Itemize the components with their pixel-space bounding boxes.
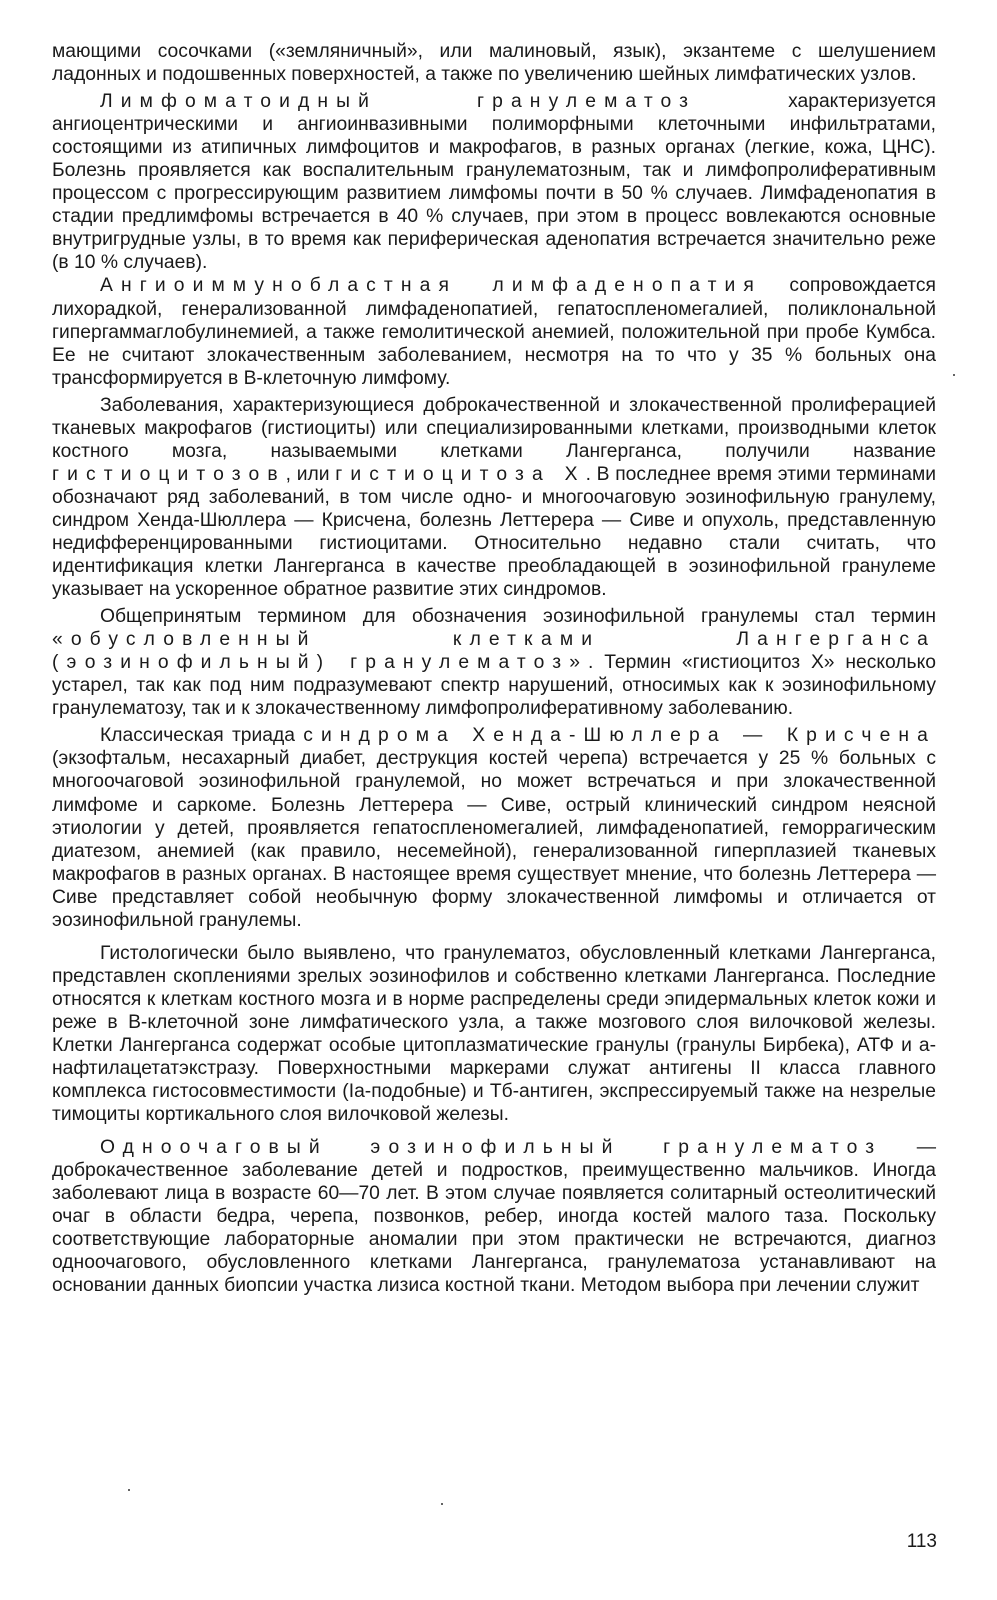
paragraph-angioimmunoblastic-lymphadenopathy [52,274,936,389]
term-emphasis: Лимфоматоидный гранулематоз [100,91,697,113]
paragraph-histology [52,942,936,1126]
print-speck [953,374,955,376]
term-emphasis: Ангиоиммунобластная лимфаденопатия [100,275,762,297]
term-emphasis: Одноочаговый эозинофильный гранулематоз [100,1137,883,1159]
paragraph-text: Заболевания, характеризующиеся доброкачественной и злокачественной пролиферацией тканевых макрофагов (гистиоциты) или специализированными клетками, производными клеток костного мозга, называемыми клетками Лангерганса, получили название [52,394,936,462]
paragraph-histiocytosis [52,394,936,601]
paragraph-text: — доброкачественное заболевание детей и подростков, преимущественно мальчиков. Иногда заболевают лица в возрасте 60—70 лет. В этом случае появляется солитарный остеолитический очаг в области бедра, черепа, позвонков, ребер, иногда костей малого таза. Поскольку соответствующие лабораторные аномалии при этом практически не встречаются, диагноз одноочагового, обусловленного клетками Лангерганса, гранулематоза устанавливают на основании данных биопсии участка лизиса костной ткани. Методом выбора при лечении служит [52,1137,936,1297]
page-body [52,40,936,1297]
paragraph-text: . Термин «гистиоцитоз Х» несколько устарел, так как под ним подразумевают спектр нарушений, относимых как к эозинофильному гранулематозу, так и к злокачественному лимфопролиферативному заболеванию. [52,652,936,720]
paragraph-text: мающими сосочками («земляничный», или малиновый, язык), экзантеме с шелушением ладонных и подошвенных поверхностей, а также по увеличению шейных лимфатических узлов. [52,41,936,86]
paragraph-text: (экзофтальм, несахарный диабет, деструкция костей черепа) встречается у 25 % больных с многоочаговой эозинофильной гранулемой, но может встречаться и при злокачественной лимфоме и саркоме. Болезнь Леттерера — Сиве, острый клинический синдром неясной этиологии у детей, проявляется гепатоспленомегалией, лимфаденопатией, геморрагическим диатезом, анемией (как правило, несемейной), генерализованной гиперплазией тканевых макрофагов в разных органах. В настоящее время существует мнение, что болезнь Леттерера — Сиве представляет собой необычную форму злокачественной лимфомы и отличается от эозинофильной гранулемы. [52,748,936,931]
paragraph-text: характеризуется ангиоцентрическими и ангиоинвазивными полиморфными клеточными инфильтратами, состоящими из атипичных лимфоцитов и макрофагов, в разных органах (легкие, кожа, ЦНС). Болезнь проявляется как воспалительным гранулематозным, так и лимфопролиферативным процессом с прогрессирующим развитием лимфомы почти в 50 % случаев. Лимфаденопатия в стадии предлимфомы встречается в 40 % случаев, при этом в процесс вовлекаются основные внутригрудные узлы, в то время как периферическая аденопатия встречается значительно реже (в 10 % случаев). [52,91,936,274]
term-emphasis: «обусловленный клетками Лангерганса (эозинофильный) гранулематоз» [52,629,936,674]
paragraph-lymphomatoid-granulomatosis [52,90,936,274]
paragraph-text: сопровождается лихорадкой, генерализованной лимфаденопатией, гепатоспленомегалией, поликлональной гипергаммаглобулинемией, а также гемолитической анемией, положительной при пробе Кумбса. Ее не считают злокачественным заболеванием, несмотря на то что у 35 % больных она трансформируется в В-клеточную лимфому. [52,275,937,389]
paragraph-text: , или [285,463,336,485]
term-emphasis: гистиоцитозов [52,463,286,485]
paragraph-unifocal-granulomatosis [52,1136,936,1297]
paragraph-continuation [52,40,936,86]
term-emphasis: гистиоцитоза Х [335,463,586,485]
paragraph-text: Гистологически было выявлено, что гранулематоз, обусловленный клетками Лангерганса, представлен скоплениями зрелых эозинофилов и собственно клетками Лангерганса. Последние относятся к клеткам костного мозга и в норме распределены среди эпидермальных клеток кожи и реже в В-клеточной зоне лимфатического узла, а также мозгового слоя вилочковой железы. Клетки Лангерганса содержат особые цитоплазматические гранулы (гранулы Бирбека), АТФ и а-нафтилацетатэкстразу. Поверхностными маркерами служат антигены II класса главного комплекса гистосовместимости (Ia-подобные) и Тб-антиген, экспрессируемый также на незрелые тимоциты кортикального слоя вилочковой железы. [52,942,936,1126]
print-speck [128,1489,130,1491]
term-emphasis: синдрома Хенда-Шюллера — Крисчена [303,725,936,747]
print-speck [441,1503,443,1505]
paragraph-langerhans-term [52,605,936,720]
paragraph-text: . В последнее время этими терминами обозначают ряд заболеваний, в том числе одно- и многоочаговую эозинофильную гранулему, синдром Хенда-Шюллера — Крисчена, болезнь Леттерера — Сиве и опухоль, представленную недифференцированными гистиоцитами. Относительно недавно стали считать, что идентификация клетки Лангерганса в качестве преобладающей в эозинофильной гранулеме указывает на ускоренное обратное развитие этих синдромов. [52,463,936,601]
paragraph-hand-schuller-christian [52,724,936,931]
paragraph-text: Общепринятым термином для обозначения эозинофильной гранулемы стал термин [100,606,936,628]
page-number: 113 [906,1531,937,1552]
paragraph-text: Классическая триада [100,725,304,747]
